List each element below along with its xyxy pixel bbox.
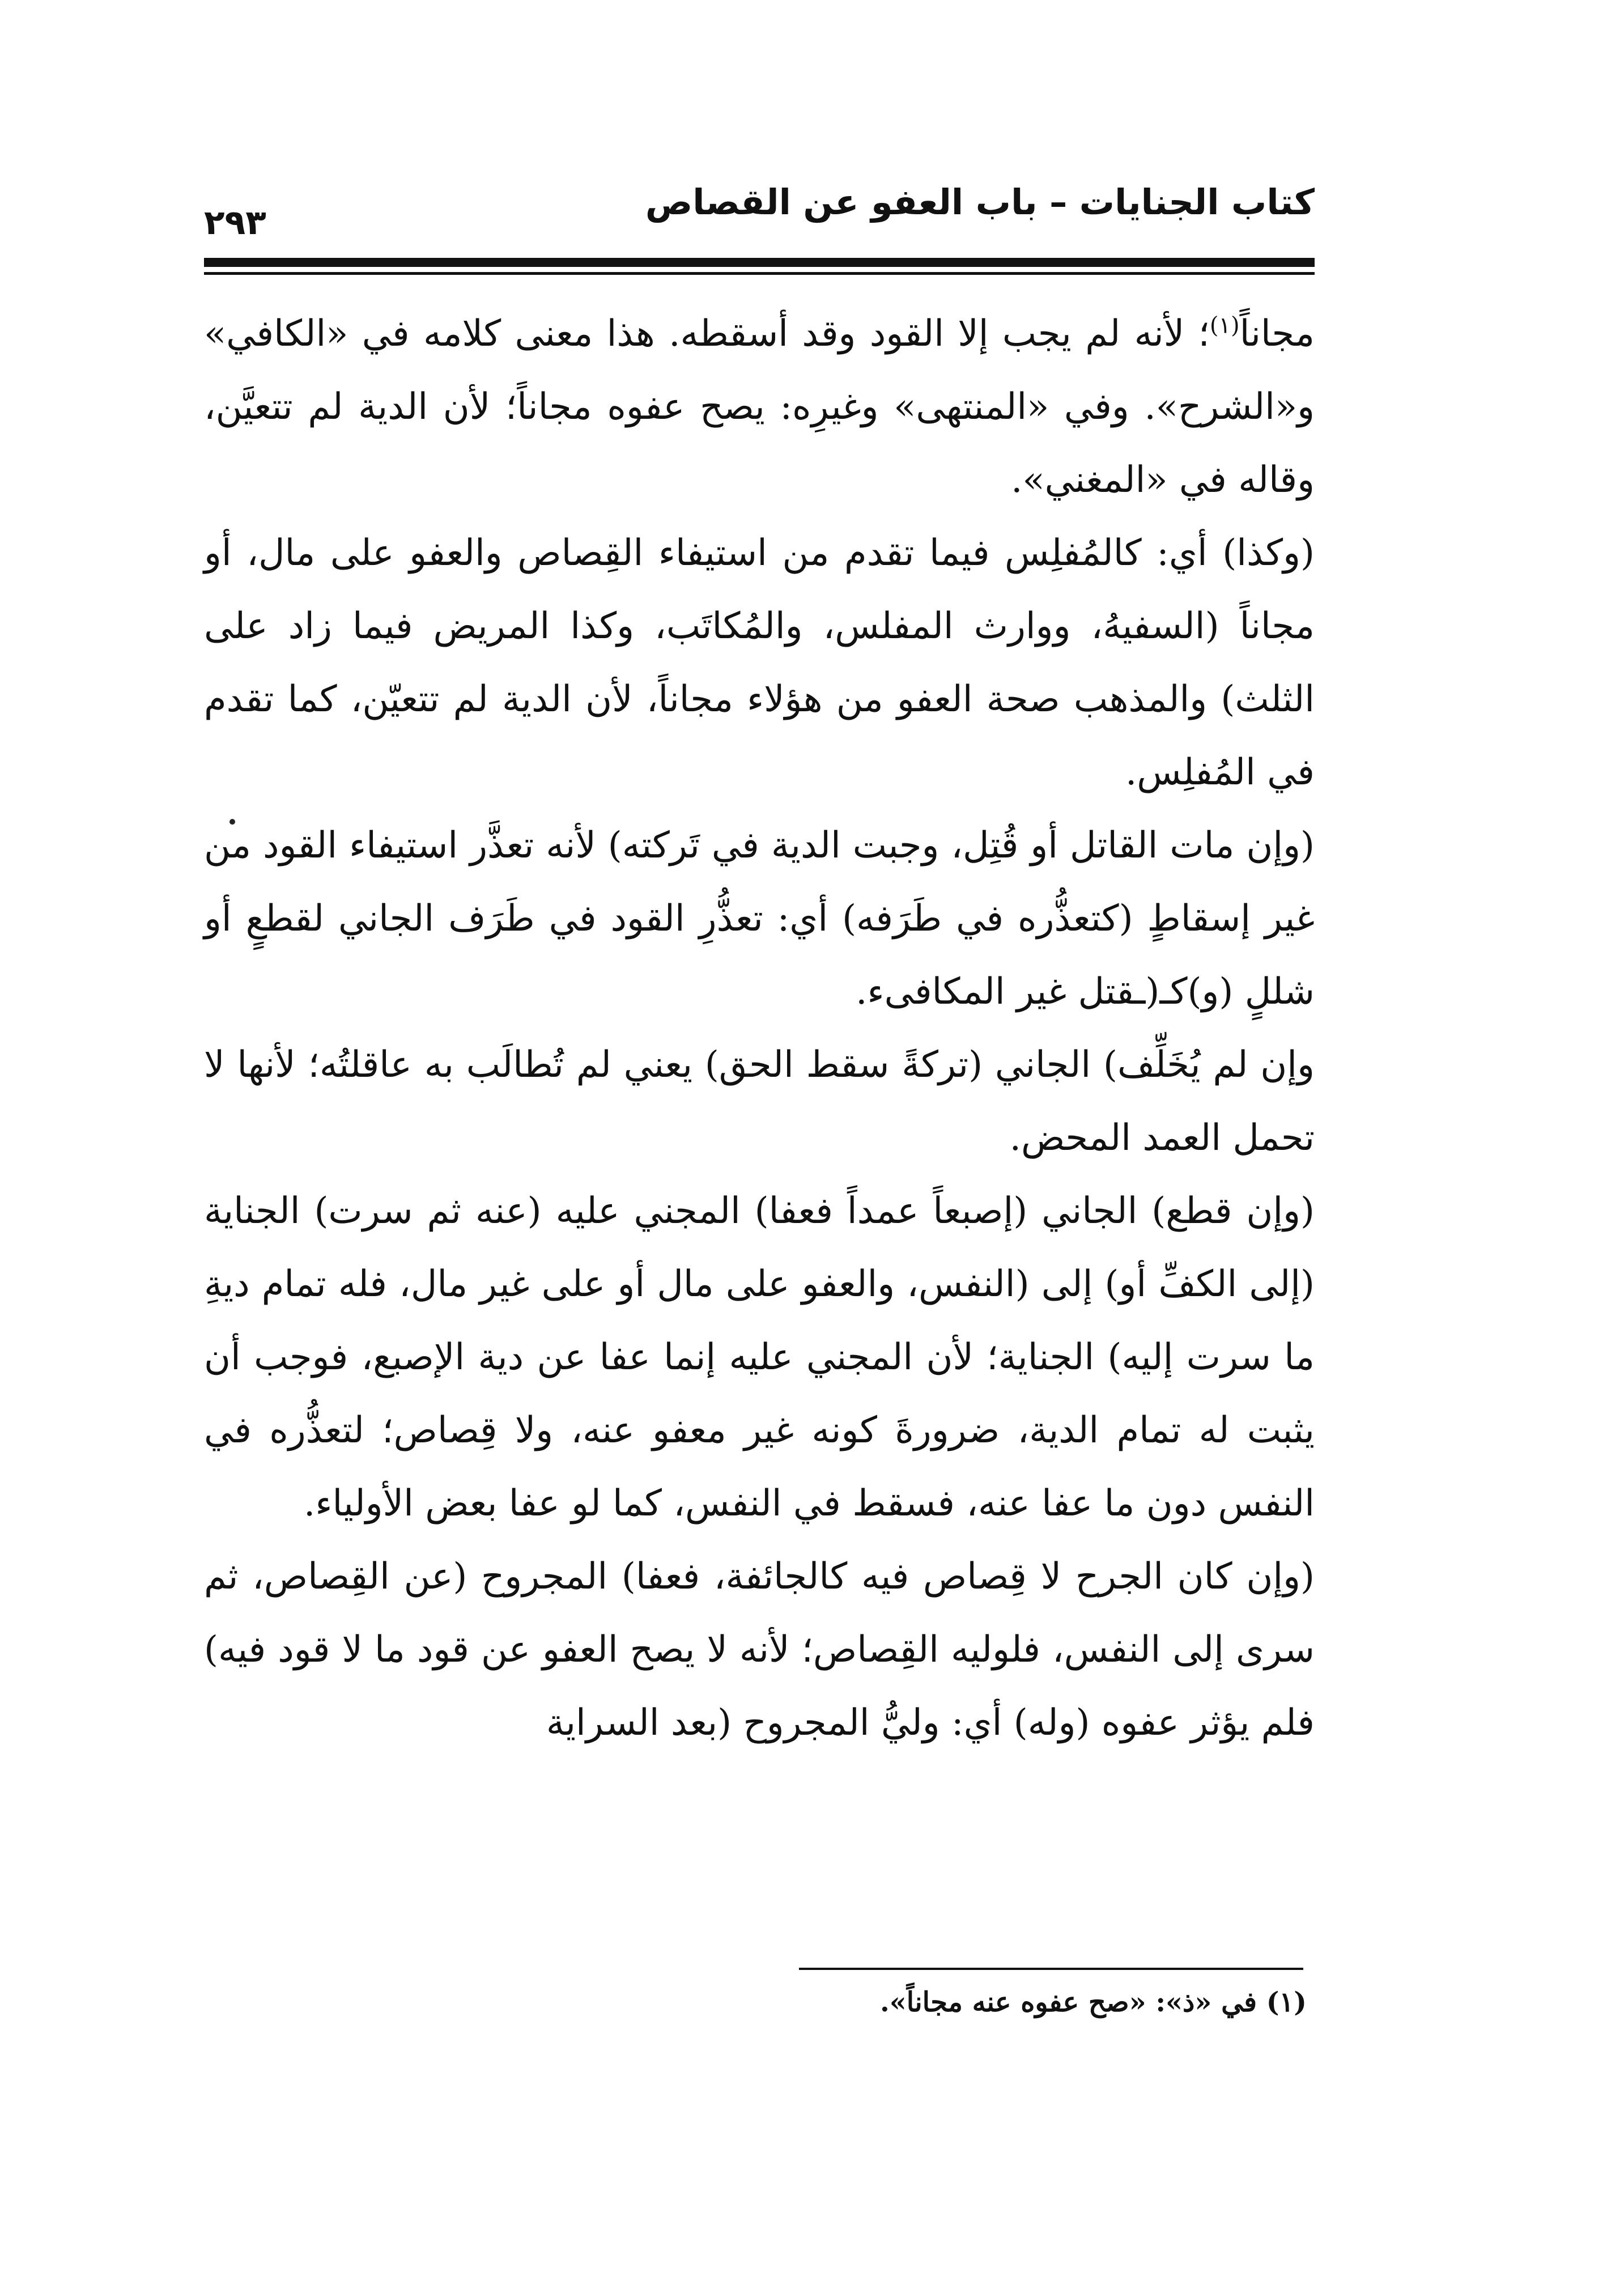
- running-title: كتاب الجنايات – باب العفو عن القصاص: [645, 181, 1315, 223]
- footnote-separator: [799, 1968, 1303, 1970]
- header-rule-thick: [204, 258, 1315, 267]
- paragraph: (وكذا) أي: كالمُفلِس فيما تقدم من استيفاء القِصاص والعفو على مال، أو مجاناً (السفيهُ، ووارث المفلس، والمُكاتَب، وكذا المريض فيما زاد على الثلث) والمذهب صحة العفو من هؤلاء مجاناً، لأن الدية لم تتعيّن، كما تقدم في المُفلِس.: [204, 532, 1315, 793]
- footnote: (١) في «ذ»: «صح عفوه عنه مجاناً».: [879, 1986, 1307, 2018]
- paragraph: (وإن كان الجرح لا قِصاص فيه كالجائفة، فعفا) المجروح (عن القِصاص، ثم سرى إلى النفس، فلوليه القِصاص؛ لأنه لا يصح العفو عن قود ما لا قود فيه) فلم يؤثر عفوه (وله) أي: وليُّ المجروح (بعد السراية: [204, 1556, 1315, 1744]
- footnote-reference: (١): [1209, 312, 1240, 339]
- paragraph: (وإن مات القاتل أو قُتِل، وجبت الدية في تَركته) لأنه تعذَّر استيفاء القود من غير إسقاطٍ (كتعذُّره في طَرَفه) أي: تعذُّرِ القود في طَرَف الجاني لقطعٍ أو شللٍ (و)كـ(ـقتل غير المكافىء.: [204, 825, 1315, 1013]
- paragraph-text: ؛ لأنه لم يجب إلا القود وقد أسقطه. هذا معنى كلامه في «الكافي» و«الشرح». وفي «المنتهى» وغيرِه: يصح عفوه مجاناً؛ لأن الدية لم تتعيَّن، وقاله في «المغني».: [204, 313, 1315, 501]
- paragraph: وإن لم يُخَلِّف) الجاني (تركةً سقط الحق) يعني لم تُطالَب به عاقلتُه؛ لأنها لا تحمل العمد المحض.: [204, 1044, 1315, 1159]
- page-header: [204, 181, 1315, 249]
- paragraph-text: مجاناً: [1239, 313, 1315, 355]
- header-rule-thin: [204, 272, 1315, 275]
- paragraph: (وإن قطع) الجاني (إصبعاً عمداً فعفا) المجني عليه (عنه ثم سرت) الجناية (إلى الكفِّ أو) إلى (النفس، والعفو على مال أو على غير مال، فله تمام ديةِ ما سرت إليه) الجناية؛ لأن المجني عليه إنما عفا عن دية الإصبع، فوجب أن يثبت له تمام الدية، ضرورةَ كونه غير معفو عنه، ولا قِصاص؛ لتعذُّره في النفس دون ما عفا عنه، فسقط في النفس، كما لو عفا بعض الأولياء.: [204, 1190, 1315, 1525]
- paragraph: [204, 298, 1315, 517]
- scan-speck: [229, 819, 235, 825]
- page-number: ٢٩٣: [204, 203, 266, 243]
- main-text: [204, 298, 1315, 1760]
